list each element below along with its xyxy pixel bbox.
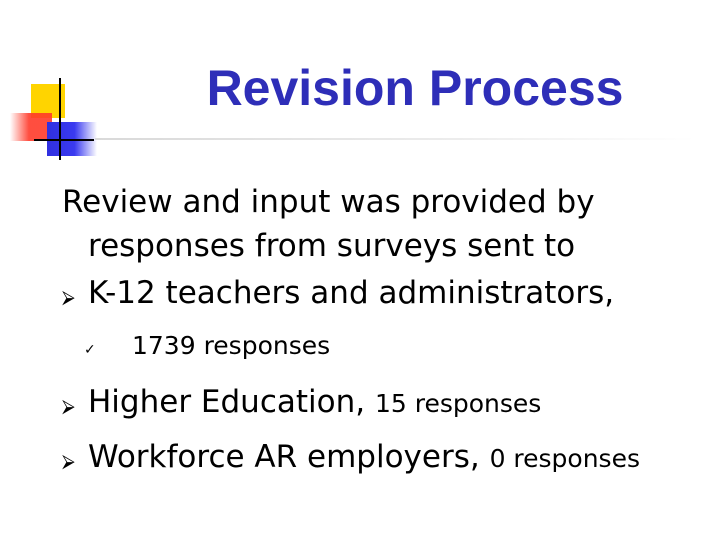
bullet-workforce	[62, 432, 712, 487]
bullet-k12-text: K-12 teachers and administrators,	[88, 275, 615, 311]
sub-bullet-k12-responses	[62, 323, 712, 373]
bullet-workforce-text: Workforce AR employers,	[88, 439, 490, 475]
bullet-workforce-responses: 0 responses	[489, 444, 640, 473]
intro-text: Review and input was provided by responses from surveys sent to	[62, 184, 595, 264]
bullet-higher-education	[62, 377, 712, 432]
arrow-bullet-icon: ⮚	[62, 451, 75, 472]
title-divider	[95, 138, 695, 140]
sub-bullet-k12-responses-text: 1739 responses	[132, 331, 331, 360]
logo-horizontal-line	[34, 139, 94, 141]
bullet-k12	[62, 268, 712, 323]
bullet-higher-education-text: Higher Education,	[88, 384, 375, 420]
checkmark-bullet-icon: ✓	[84, 342, 96, 358]
slide-body	[62, 180, 712, 487]
slide-title: Revision Process	[206, 60, 624, 116]
logo-red-square	[10, 113, 52, 141]
arrow-bullet-icon: ⮚	[62, 287, 75, 308]
arrow-bullet-icon: ⮚	[62, 396, 75, 417]
bullet-higher-education-responses: 15 responses	[374, 389, 542, 418]
